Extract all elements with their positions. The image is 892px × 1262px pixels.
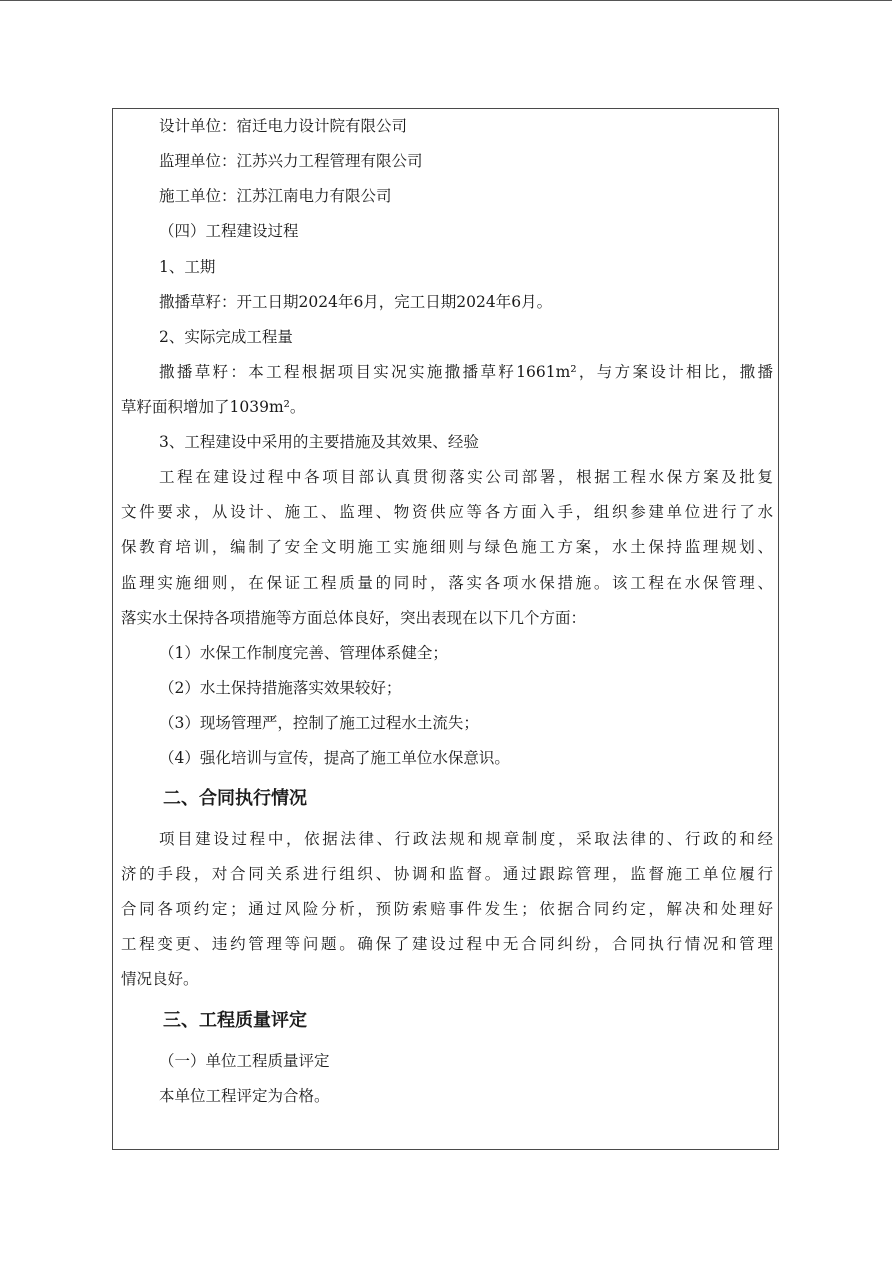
quality-result-text: 本单位工程评定为合格。 (159, 1087, 330, 1105)
aspect-list-item: （1）水保工作制度完善、管理体系健全； (159, 644, 448, 662)
measures-paragraph-line: 落实水土保持各项措施等方面总体良好，突出表现在以下几个方面： (121, 609, 587, 627)
contract-paragraph-line: 项目建设过程中，依据法律、行政法规和规章制度，采取法律的、行政的和经 (159, 830, 773, 848)
contract-paragraph-line: 济的手段，对合同关系进行组织、协调和监督。通过跟踪管理，监督施工单位履行 (121, 865, 773, 883)
contract-paragraph-line: 工程变更、违约管理等问题。确保了建设过程中无合同纠纷，合同执行情况和管理 (121, 935, 773, 953)
aspect-list-item: （4）强化培训与宣传，提高了施工单位水保意识。 (159, 749, 510, 767)
contract-paragraph-line: 合同各项约定；通过风险分析，预防索赔事件发生；依据合同约定，解决和处理好 (121, 900, 773, 918)
supervision-unit-line: 监理单位：江苏兴力工程管理有限公司 (159, 152, 423, 170)
section-3-heading: 三、工程质量评定 (163, 1010, 307, 1031)
contract-paragraph-line: 情况良好。 (121, 970, 199, 988)
sub-heading-unit-quality: （一）单位工程质量评定 (159, 1052, 330, 1070)
schedule-text: 撒播草籽：开工日期2024年6月，完工日期2024年6月。 (159, 293, 553, 311)
measures-paragraph-line: 监理实施细则，在保证工程质量的同时，落实各项水保措施。该工程在水保管理、 (121, 574, 773, 592)
section-2-heading: 二、合同执行情况 (163, 788, 307, 809)
sub-heading-construction-process: （四）工程建设过程 (159, 222, 299, 240)
quantity-text-line-1: 撒播草籽：本工程根据项目实况实施撒播草籽1661m²，与方案设计相比，撒播 (159, 363, 773, 381)
item-1-schedule-heading: 1、工期 (159, 258, 216, 276)
measures-paragraph-line: 工程在建设过程中各项目部认真贯彻落实公司部署，根据工程水保方案及批复 (159, 468, 773, 486)
aspect-list-item: （2）水土保持措施落实效果较好； (159, 679, 402, 697)
item-2-quantity-heading: 2、实际完成工程量 (159, 328, 293, 346)
quantity-text-line-2: 草籽面积增加了1039m²。 (121, 398, 306, 416)
measures-paragraph-line: 保教育培训，编制了安全文明施工实施细则与绿色施工方案，水土保持监理规划、 (121, 538, 773, 556)
aspect-list-item: （3）现场管理严，控制了施工过程水土流失； (159, 714, 479, 732)
design-unit-line: 设计单位：宿迁电力设计院有限公司 (159, 117, 408, 135)
measures-paragraph-line: 文件要求，从设计、施工、监理、物资供应等各方面入手，组织参建单位进行了水 (121, 503, 773, 521)
page-top-rule (0, 0, 892, 1)
construction-unit-line: 施工单位：江苏江南电力有限公司 (159, 187, 392, 205)
item-3-measures-heading: 3、工程建设中采用的主要措施及其效果、经验 (159, 433, 479, 451)
